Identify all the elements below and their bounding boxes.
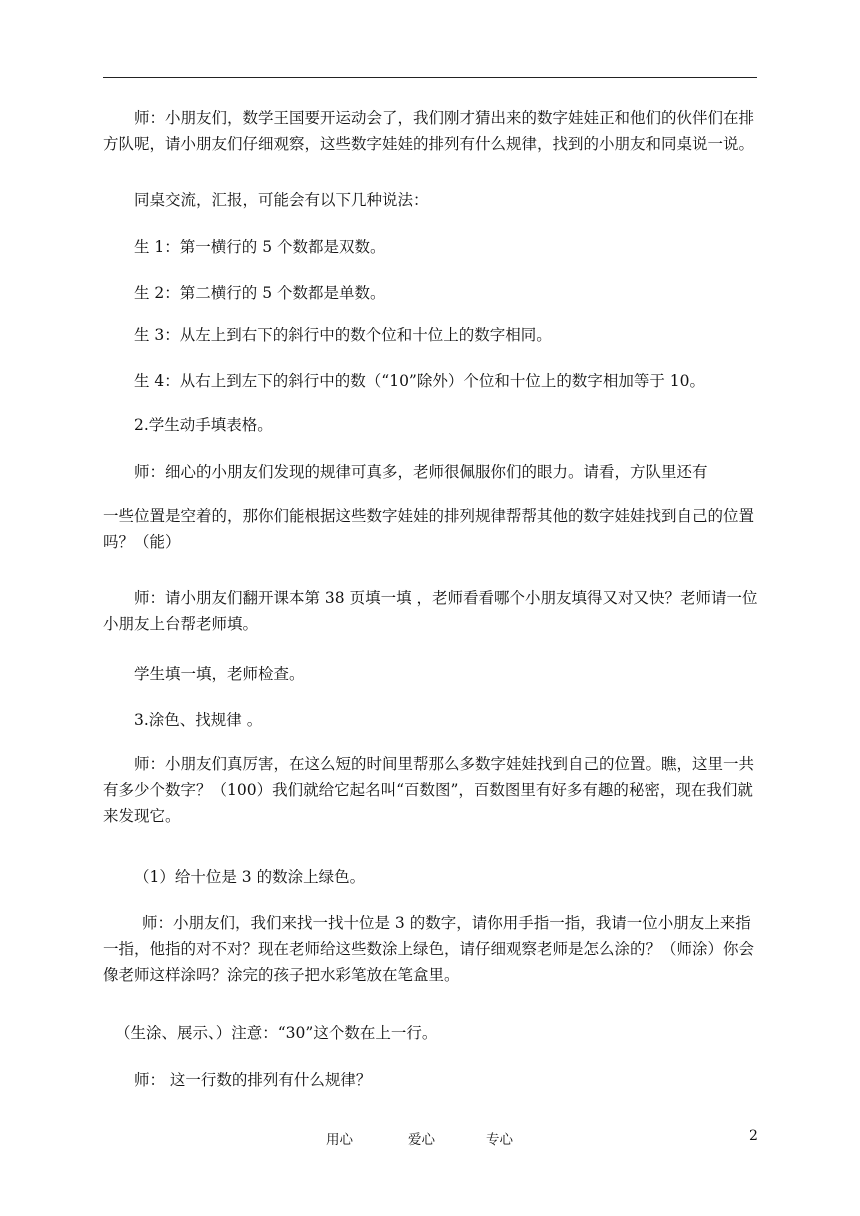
paragraph: （1）给十位是 3 的数涂上绿色。 bbox=[134, 868, 366, 886]
page-number: 2 bbox=[749, 1128, 758, 1144]
paragraph: 同桌交流，汇报，可能会有以下几种说法： bbox=[134, 191, 429, 209]
paragraph: 生 2：第二横行的 5 个数都是单数。 bbox=[134, 284, 386, 302]
paragraph: 一些位置是空着的，那你们能根据这些数字娃娃的排列规律帮帮其他的数字娃娃找到自己的位置吗？（能） bbox=[103, 507, 755, 551]
paragraph: 生 3：从左上到右下的斜行中的数个位和十位上的数字相同。 bbox=[134, 326, 552, 344]
paragraph: 师： 这一行数的排列有什么规律？ bbox=[134, 1071, 372, 1089]
paragraph: 生 1：第一横行的 5 个数都是双数。 bbox=[134, 238, 386, 256]
paragraph: 师：小朋友们，数学王国要开运动会了，我们刚才猜出来的数字娃娃正和他们的伙伴们在排方队呢，请小朋友们仔细观察，这些数字娃娃的排列有什么规律，找到的小朋友和同桌说一说。 bbox=[103, 109, 755, 153]
paragraph: （生涂、展示、）注意：“30”这个数在上一行。 bbox=[115, 1024, 438, 1042]
paragraph: 师：细心的小朋友们发现的规律可真多，老师很佩服你们的眼力。请看，方队里还有 bbox=[134, 463, 708, 481]
paragraph: 生 4：从右上到左下的斜行中的数（“10”除外）个位和十位上的数字相加等于 10。 bbox=[134, 372, 706, 390]
paragraph: 师：请小朋友们翻开课本第 38 页填一填 ，老师看看哪个小朋友填得又对又快？老师请一位小朋友上台帮老师填。 bbox=[103, 589, 758, 633]
footer-text: 爱心 bbox=[408, 1132, 435, 1148]
paragraph: 2.学生动手填表格。 bbox=[134, 416, 273, 434]
footer-text: 专心 bbox=[486, 1132, 513, 1148]
paragraph: 学生填一填，老师检查。 bbox=[134, 665, 305, 683]
paragraph: 3.涂色、找规律 。 bbox=[134, 711, 263, 729]
footer-text: 用心 bbox=[326, 1132, 353, 1148]
paragraph: 师：小朋友们，我们来找一找十位是 3 的数字，请你用手指一指，我请一位小朋友上来指一指，他指的对不对？现在老师给这些数涂上绿色，请仔细观察老师是怎么涂的？（师涂）你会像老师这样涂吗？涂完的孩子把水彩笔放在笔盒里。 bbox=[103, 914, 755, 984]
paragraph: 师：小朋友们真厉害，在这么短的时间里帮那么多数字娃娃找到自己的位置。瞧，这里一共有多少个数字？（100）我们就给它起名叫“百数图”，百数图里有好多有趣的秘密，现在我们就来发现它。 bbox=[103, 755, 755, 825]
header-rule bbox=[103, 77, 757, 78]
